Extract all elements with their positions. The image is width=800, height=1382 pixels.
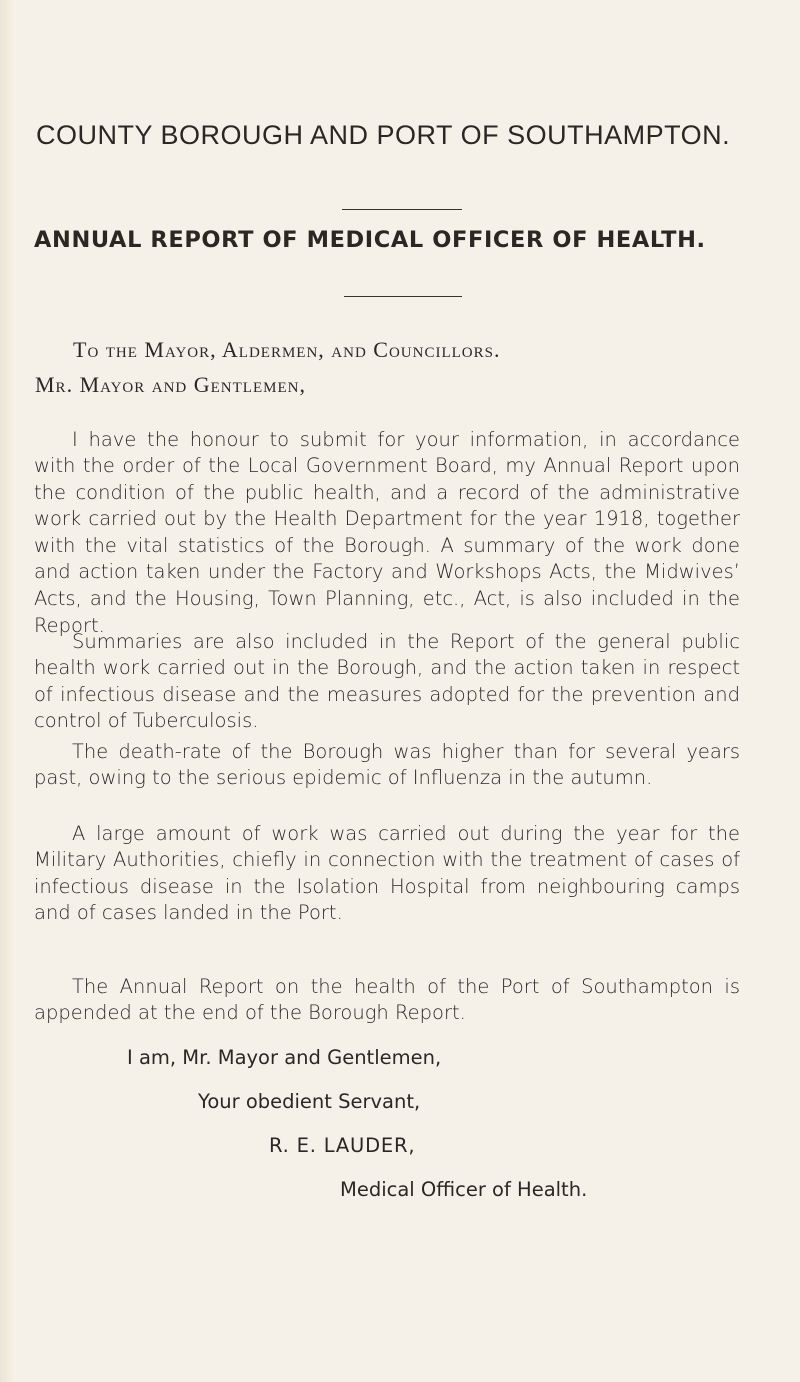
paragraph-death-rate: The death-rate of the Borough was higher than for several years past, owing to the serious epidemic of Influenza in the autumn.	[34, 739, 740, 790]
closing-servant: Your obedient Servant,	[198, 1090, 421, 1113]
address-line: To the Mayor, Aldermen, and Councillors.	[73, 337, 501, 362]
report-title: COUNTY BOROUGH AND PORT OF SOUTHAMPTON.	[36, 120, 731, 150]
paragraph-summaries: Summaries are also included in the Report of the general public health work carried out in the Borough, and the action taken in respect of infectious disease and the measures adopted for the prevention and control of Tuberculosis.	[34, 629, 740, 733]
paragraph-port-report: The Annual Report on the health of the Port of Southampton is appended at the end of the Borough Report.	[34, 974, 740, 1025]
report-subtitle: ANNUAL REPORT OF MEDICAL OFFICER OF HEALTH.	[34, 227, 706, 253]
closing-line: I am, Mr. Mayor and Gentlemen,	[127, 1046, 442, 1069]
page-edge-shadow	[0, 0, 14, 1382]
salutation: Mr. Mayor and Gentlemen,	[35, 372, 306, 397]
paragraph-military-work: A large amount of work was carried out during the year for the Military Authorities, chiefly in connection with the treatment of cases of infectious disease in the Isolation Hospital from neighbouring camps and of cases landed in the Port.	[34, 821, 740, 925]
title-divider-top	[342, 209, 462, 210]
signature-name: R. E. LAUDER,	[269, 1134, 416, 1157]
paragraph-introduction: I have the honour to submit for your information, in accordance with the order of the Local Government Board, my Annual Report upon the condition of the public health, and a record of the administrative work carried out by the Health Department for the year 1918, together with the vital statistics of the Borough. A summary of the work done and action taken under the Factory and Workshops Acts, the Midwives’ Acts, and the Housing, Town Planning, etc., Act, is also included in the Report.	[34, 427, 740, 637]
title-divider-bottom	[344, 296, 462, 297]
signature-position: Medical Officer of Health.	[340, 1178, 588, 1201]
